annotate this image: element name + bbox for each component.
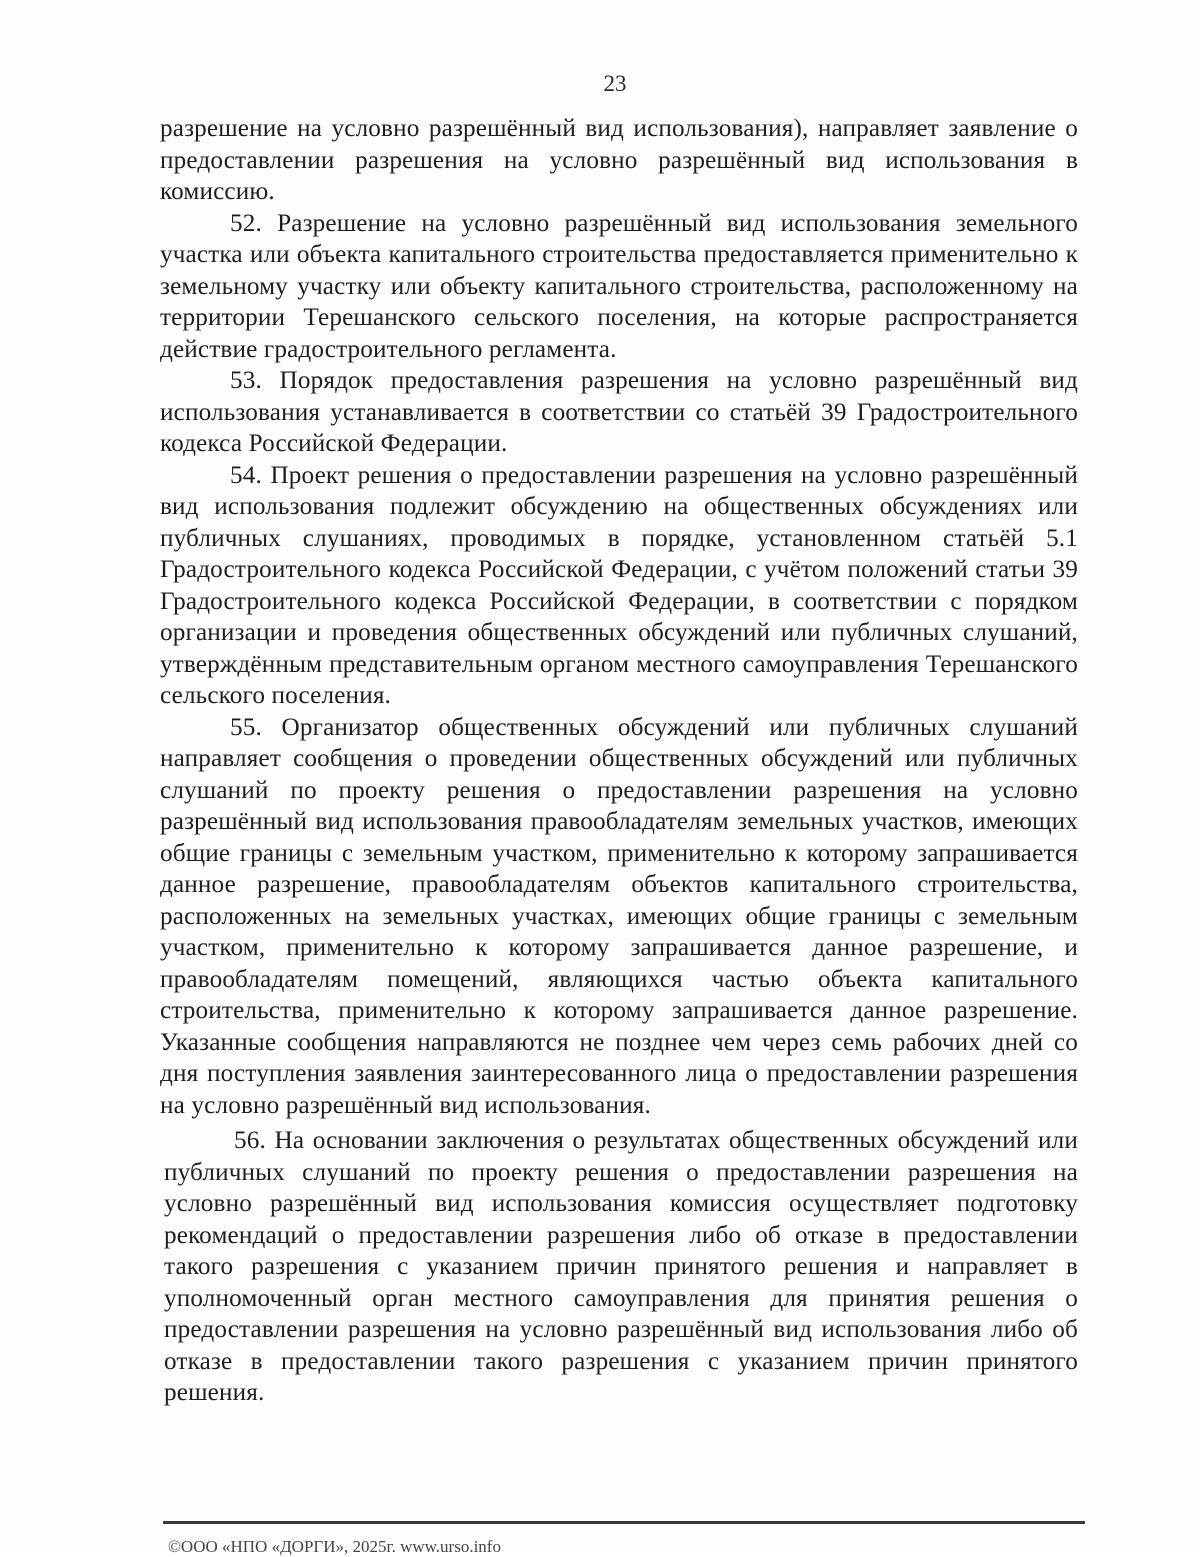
paragraph-item-54: 54. Проект решения о предоставлении разрешения на условно разрешённый вид использования подлежит обсуждению на общественных обсуждениях или публичных слушаниях, проводимых в порядке, установленном статьёй 5.1 Градостроительного кодекса Российской Федерации, с учётом положений статьи 39 Градостроительного кодекса Российской Федерации, в соответствии с порядком организации и проведения общественных обсуждений или публичных слушаний, утверждённым представительным органом местного самоуправления Терешанского сельского поселения. <box>160 461 1078 709</box>
paragraph-continuation: разрешение на условно разрешённый вид использования), направляет заявление о предоставлении разрешения на условно разрешённый вид использования в комиссию. <box>160 115 1078 205</box>
page-number: 23 <box>603 71 627 96</box>
paragraph-item-55: 55. Организатор общественных обсуждений или публичных слушаний направляет сообщения о проведении общественных обсуждений или публичных слушаний по проекту решения о предоставлении разрешения на условно разрешённый вид использования правообладателям земельных участков, имеющих общие границы с земельным участком, применительно к которому запрашивается данное разрешение, правообладателям объектов капитального строительства, расположенных на земельных участках, имеющих общие границы с земельным участком, применительно к которому запрашивается данное разрешение, и правообладателям помещений, являющихся частью объекта капитального строительства, применительно к которому запрашивается данное разрешение. Указанные сообщения направляются не позднее чем через семь рабочих дней со дня поступления заявления заинтересованного лица о предоставлении разрешения на условно разрешённый вид использования. <box>160 713 1078 1119</box>
paragraph-item-56: 56. На основании заключения о результатах общественных обсуждений или публичных слушаний по проекту решения о предоставлении разрешения на условно разрешённый вид использования комиссия осуществляет подготовку рекомендаций о предоставлении разрешения либо об отказе в предоставлении такого разрешения с указанием причин принятого решения и направляет в уполномоченный орган местного самоуправления для принятия решения о предоставлении разрешения на условно разрешённый вид использования либо об отказе в предоставлении такого разрешения с указанием причин принятого решения. <box>164 1127 1078 1406</box>
footer-divider <box>163 1521 1085 1524</box>
document-body <box>160 113 1078 1409</box>
paragraph-item-52: 52. Разрешение на условно разрешённый вид использования земельного участка или объекта капитального строительства предоставляется применительно к земельному участку или объекту капитального строительства, расположенному на территории Терешанского сельского поселения, на которые распространяется действие градостроительного регламента. <box>160 209 1078 363</box>
footer-copyright: ©ООО «НПО «ДОРГИ», 2025г. www.urso.info <box>168 1537 501 1556</box>
paragraph-item-53: 53. Порядок предоставления разрешения на условно разрешённый вид использования устанавливается в соответствии со статьёй 39 Градостроительного кодекса Российской Федерации. <box>160 367 1078 457</box>
